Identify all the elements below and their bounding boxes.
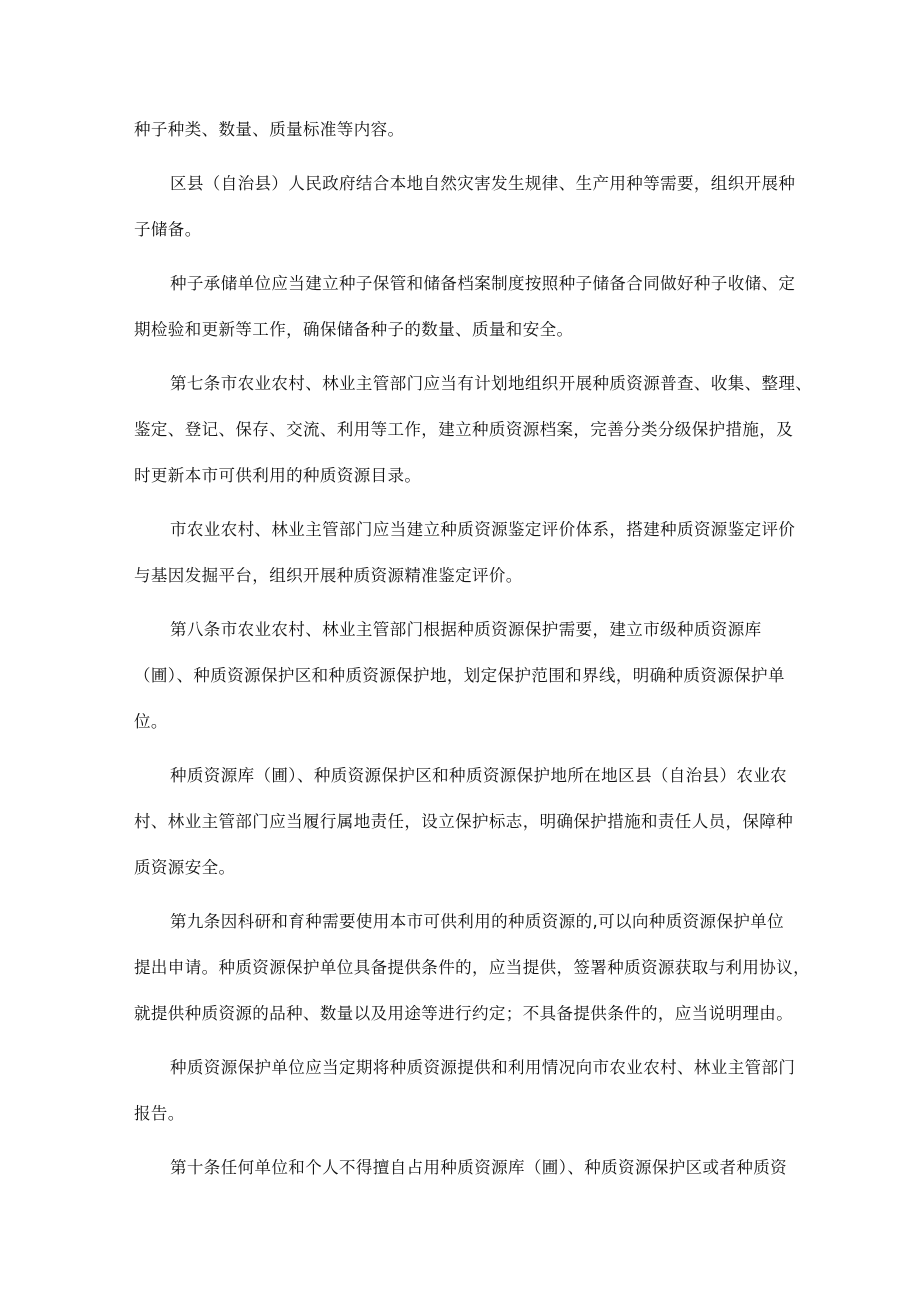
text-line: 位。 (134, 712, 168, 731)
text-line: 市农业农村、林业主管部门应当建立种质资源鉴定评价体系，搭建种质资源鉴定评价 (170, 520, 796, 539)
text-line: 第七条市农业农村、林业主管部门应当有计划地组织开展种质资源普查、收集、整理、 (170, 374, 813, 393)
text-line: 报告。 (134, 1104, 185, 1123)
text-line: 第十条任何单位和个人不得擅自占用种质资源库（圃）、种质资源保护区或者种质资 (170, 1158, 788, 1177)
text-line: 提出申请。种质资源保护单位具备提供条件的，应当提供，签署种质资源获取与利用协议， (134, 958, 810, 977)
text-line: （圃）、种质资源保护区和种质资源保护地，划定保护范围和界线，明确种质资源保护单 (134, 666, 785, 685)
text-line: 第九条因科研和育种需要使用本市可供利用的种质资源的,可以向种质资源保护单位 (170, 912, 785, 931)
text-line: 村、林业主管部门应当履行属地责任，设立保护标志，明确保护措施和责任人员，保障种 (134, 812, 794, 831)
text-line: 鉴定、登记、保存、交流、利用等工作，建立种质资源档案，完善分类分级保护措施，及 (134, 420, 794, 439)
text-line: 区县（自治县）人民政府结合本地自然灾害发生规律、生产用种等需要，组织开展种 (170, 174, 796, 193)
text-line: 子储备。 (134, 220, 202, 239)
text-line: 种子承储单位应当建立种子保管和储备档案制度按照种子储备合同做好种子收储、定 (170, 274, 796, 293)
text-line: 质资源安全。 (134, 858, 236, 877)
text-line: 就提供种质资源的品种、数量以及用途等进行约定；不具备提供条件的，应当说明理由。 (134, 1004, 794, 1023)
text-line: 期检验和更新等工作，确保储备种子的数量、质量和安全。 (134, 320, 574, 339)
text-line: 第八条市农业农村、林业主管部门根据种质资源保护需要，建立市级种质资源库 (170, 620, 762, 639)
text-line: 与基因发掘平台，组织开展种质资源精准鉴定评价。 (134, 566, 523, 585)
text-line: 种质资源库（圃）、种质资源保护区和种质资源保护地所在地区县（自治县）农业农 (170, 766, 788, 785)
text-line: 种子种类、数量、质量标准等内容。 (134, 120, 405, 139)
text-line: 时更新本市可供利用的种质资源目录。 (134, 466, 422, 485)
text-line: 种质资源保护单位应当定期将种质资源提供和利用情况向市农业农村、林业主管部门 (170, 1058, 796, 1077)
